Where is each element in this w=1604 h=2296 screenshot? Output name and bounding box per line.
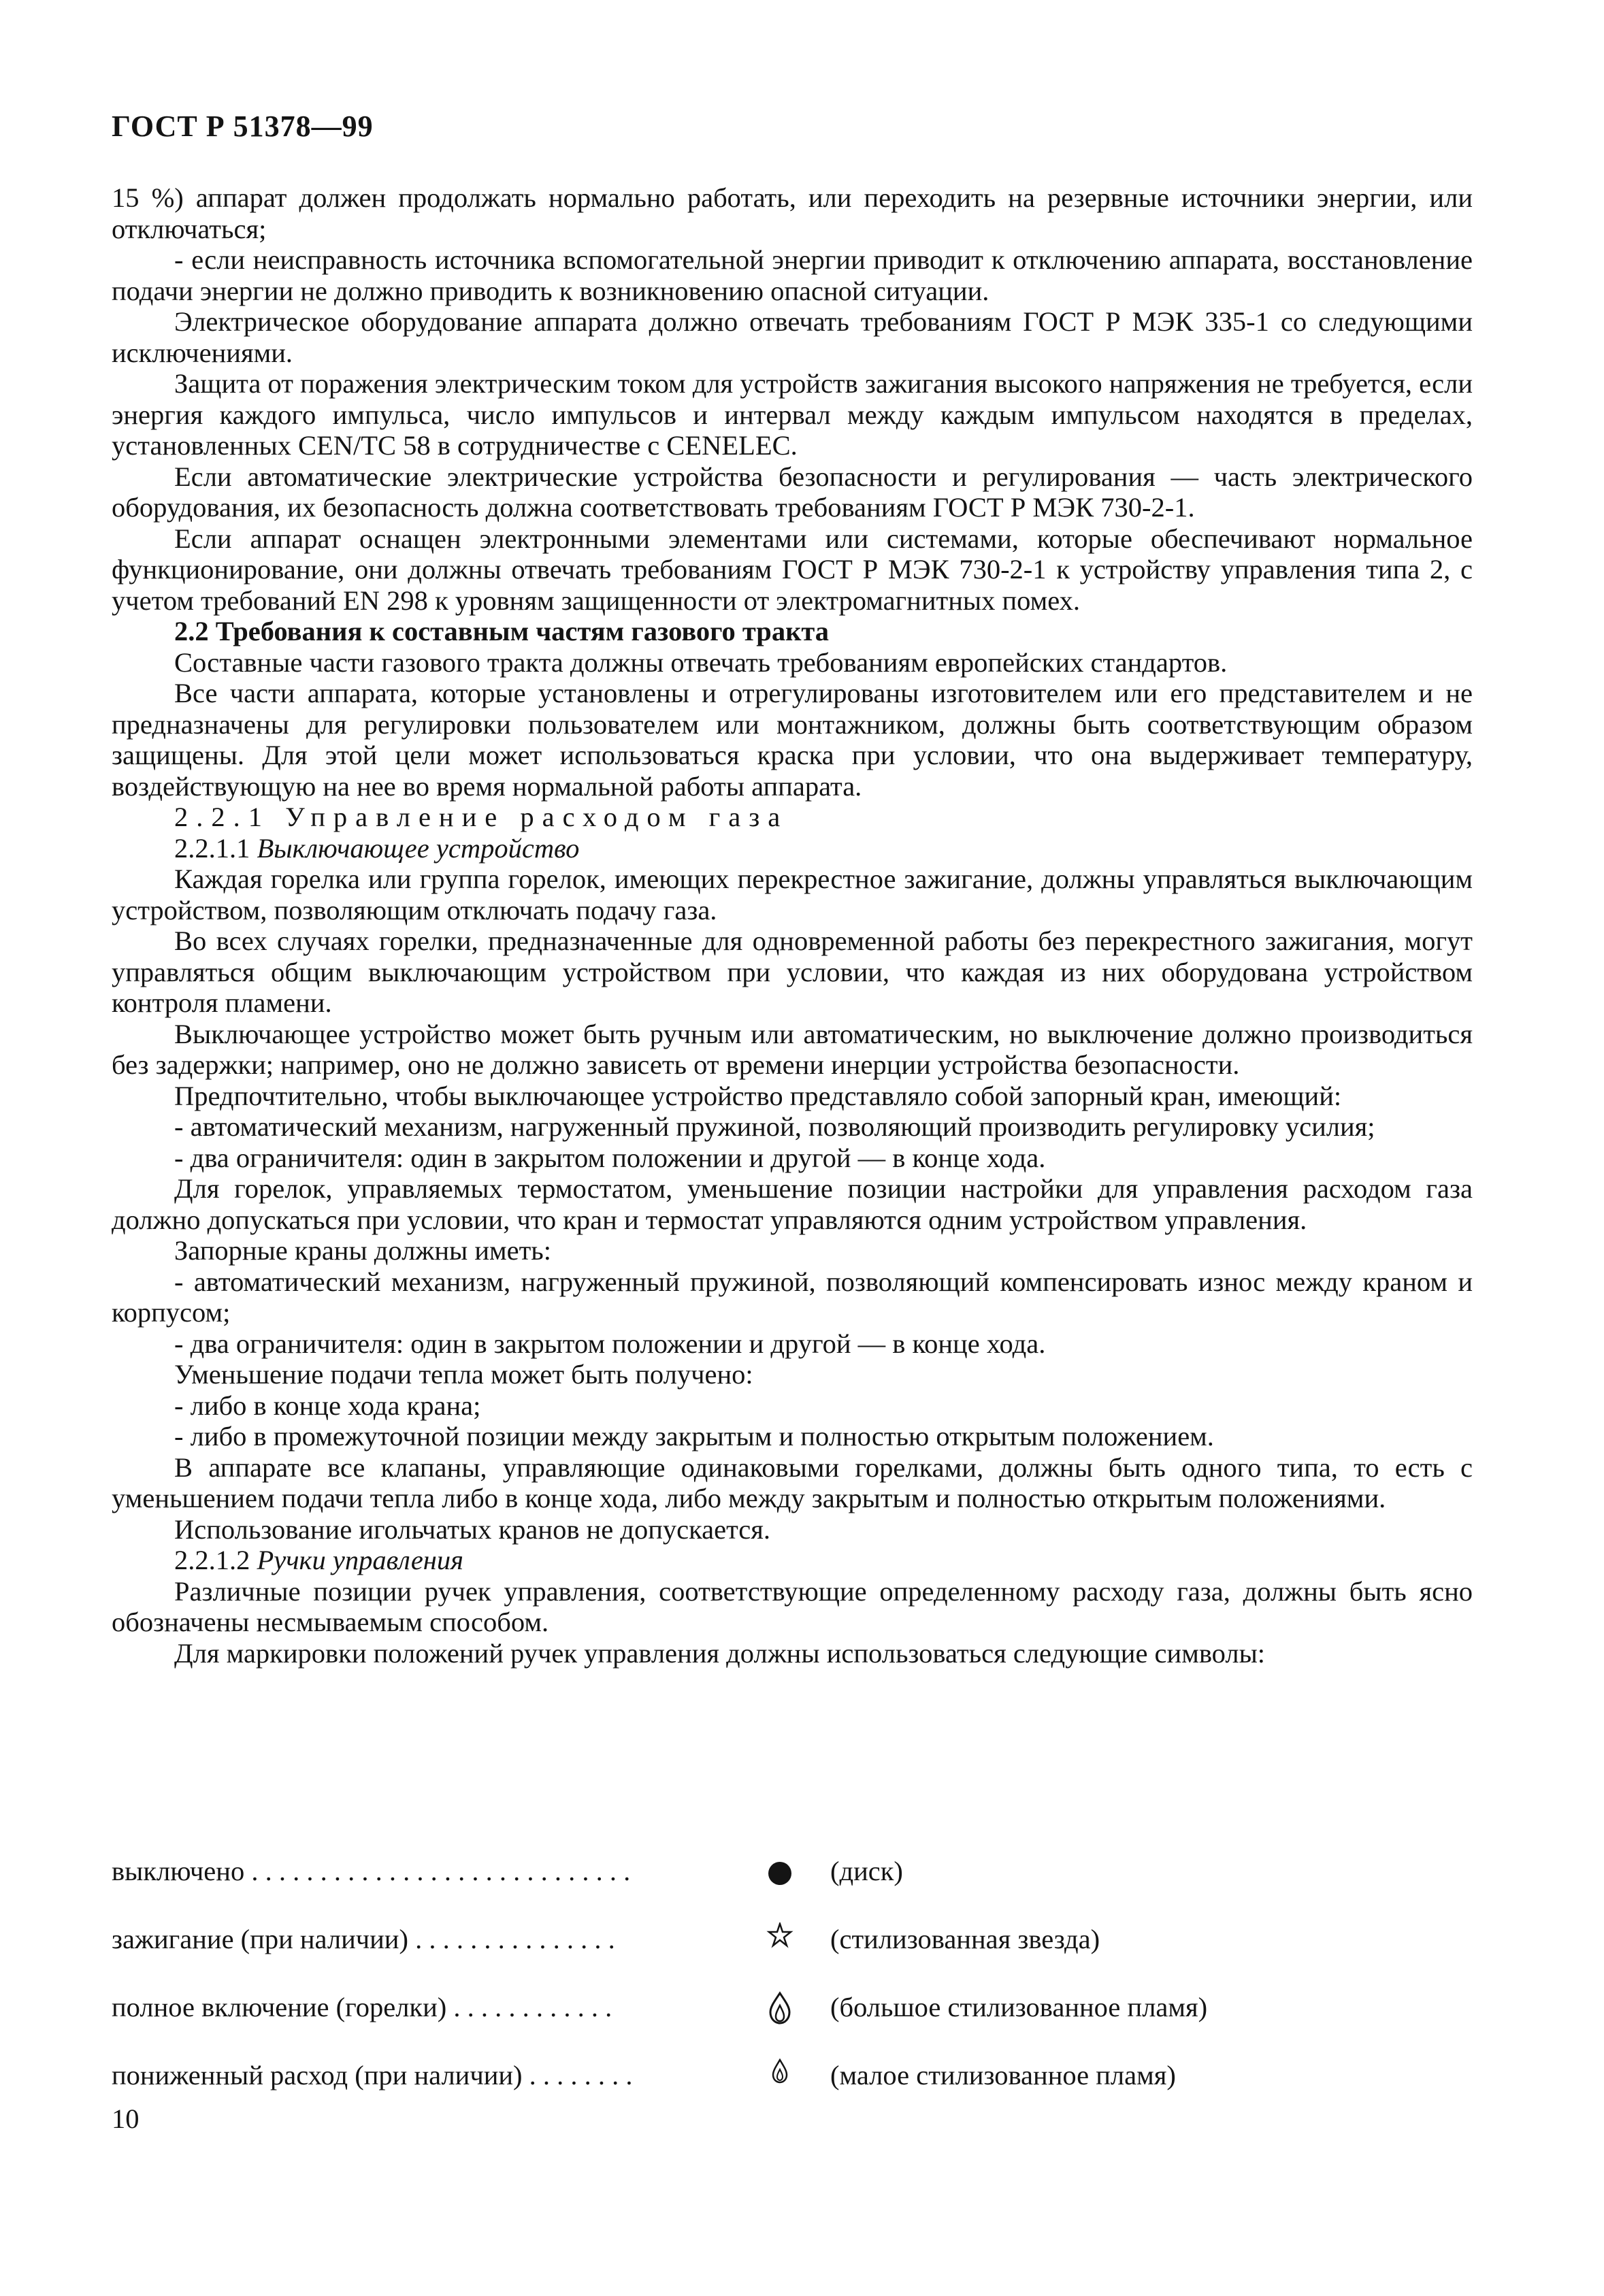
- list-item: - автоматический механизм, нагруженный пружиной, позволяющий производить регулировку усилия;: [174, 1111, 1375, 1142]
- clause-number: 2.2.1.2: [174, 1545, 250, 1575]
- paragraph: Электрическое оборудование аппарата должно отвечать требованиям ГОСТ Р МЭК 335-1 со следующими исключениями.: [112, 306, 1473, 368]
- paragraph: Уменьшение подачи тепла может быть получено:: [174, 1359, 753, 1390]
- paragraph: Для маркировки положений ручек управления должны использоваться следующие символы:: [174, 1637, 1266, 1669]
- symbol-description: (малое стилизованное пламя): [830, 2060, 1176, 2090]
- paragraph: Защита от поражения электрическим током для устройств зажигания высокого напряжения не требуется, если энергия каждого импульса, число импульсов и интервал между каждым импульсом находятся в пределах, установленных CEN/TC 58 в сотрудничестве с CENELEC.: [112, 368, 1473, 461]
- paragraph: Для горелок, управляемых термостатом, уменьшение позиции настройки для управления расходом газа должно допускаться при условии, что кран и термостат управляются одним устройством управления.: [112, 1173, 1473, 1235]
- clause-title: Ручки управления: [257, 1545, 463, 1575]
- clause-title: Выключающее устройство: [257, 832, 580, 864]
- star-icon: [765, 1922, 806, 1956]
- paragraph: Составные части газового тракта должны отвечать требованиям европейских стандартов.: [174, 646, 1228, 678]
- paragraph: Все части аппарата, которые установлены и отрегулированы изготовителем или его представителем и не предназначены для регулировки пользователем или монтажником, должны быть соответствующим образом защищены. Для этой цели может использоваться краска при условии, что она выдерживает температуру, воздействующую на нее во время нормальной работы аппарата.: [112, 678, 1473, 802]
- large-flame-icon: [765, 1990, 806, 2024]
- page-number: 10: [112, 2103, 140, 2134]
- paragraph: Выключающее устройство может быть ручным или автоматическим, но выключение должно производиться без задержки; например, оно не должно зависеть от времени инерции устройства безопасности.: [112, 1018, 1473, 1080]
- symbol-label: выключено . . . . . . . . . . . . . . . . . . . . . . . . . . . .: [112, 1856, 631, 1886]
- body-text: [112, 182, 1473, 1669]
- subsubsection-heading: [112, 833, 1473, 864]
- list-item: - либо в конце хода крана;: [174, 1390, 481, 1421]
- symbol-label: пониженный расход (при наличии) . . . . . . . .: [112, 2060, 633, 2090]
- filled-disc-icon: [765, 1854, 806, 1888]
- paragraph: В аппарате все клапаны, управляющие одинаковыми горелками, должны быть одного типа, то есть с уменьшением подачи тепла либо в конце хода, либо между закрытым и полностью открытым положениями.: [112, 1452, 1473, 1513]
- paragraph: Запорные краны должны иметь:: [174, 1235, 552, 1266]
- symbol-description: (большое стилизованное пламя): [830, 1992, 1208, 2022]
- list-item: - два ограничителя: один в закрытом положении и другой — в конце хода.: [174, 1142, 1046, 1173]
- list-item: - автоматический механизм, нагруженный пружиной, позволяющий компенсировать износ между краном и корпусом;: [112, 1266, 1473, 1328]
- paragraph: Если автоматические электрические устройства безопасности и регулирования — часть электрического оборудования, их безопасность должна соответствовать требованиям ГОСТ Р МЭК 730-2-1.: [112, 461, 1473, 523]
- paragraph: Использование игольчатых кранов не допускается.: [174, 1513, 771, 1545]
- symbol-description: (стилизованная звезда): [830, 1924, 1100, 1954]
- paragraph: 15 %) аппарат должен продолжать нормально работать, или переходить на резервные источники энергии, или отключаться;: [112, 182, 1473, 244]
- symbol-description: (диск): [830, 1856, 903, 1886]
- subsection-heading: 2.2.1 Управление расходом газа: [174, 802, 789, 832]
- paragraph: - если неисправность источника вспомогательной энергии приводит к отключению аппарата, восстановление подачи энергии не должно приводить к возникновению опасной ситуации.: [112, 244, 1473, 306]
- paragraph: Различные позиции ручек управления, соответствующие определенному расходу газа, должны быть ясно обозначены несмываемым способом.: [112, 1575, 1473, 1637]
- list-item: - либо в промежуточной позиции между закрытым и полностью открытым положением.: [174, 1421, 1214, 1452]
- paragraph: Во всех случаях горелки, предназначенные для одновременной работы без перекрестного зажигания, могут управляться общим выключающим устройством при условии, что каждая из них оборудована устройством контроля пламени.: [112, 925, 1473, 1018]
- paragraph: Каждая горелка или группа горелок, имеющих перекрестное зажигание, должны управляться выключающим устройством, позволяющим отключать подачу газа.: [112, 864, 1473, 925]
- paragraph: Предпочтительно, чтобы выключающее устройство представляло собой запорный кран, имеющий:: [174, 1080, 1342, 1111]
- symbol-label: полное включение (горелки) . . . . . . . . . . . .: [112, 1992, 612, 2022]
- list-item: - два ограничителя: один в закрытом положении и другой — в конце хода.: [174, 1328, 1046, 1359]
- subsubsection-heading: [112, 1545, 1473, 1576]
- small-flame-icon: [765, 2059, 806, 2093]
- clause-number: 2.2.1.1: [174, 832, 250, 864]
- symbol-label: зажигание (при наличии) . . . . . . . . . . . . . . .: [112, 1924, 615, 1954]
- paragraph: Если аппарат оснащен электронными элементами или системами, которые обеспечивают нормальное функционирование, они должны отвечать требованиям ГОСТ Р МЭК 730-2-1 к устройству управления типа 2, с учетом требований EN 298 к уровням защищенности от электромагнитных помех.: [112, 523, 1473, 616]
- page-header: ГОСТ Р 51378—99: [112, 110, 374, 143]
- section-heading: 2.2 Требования к составным частям газового тракта: [174, 616, 830, 646]
